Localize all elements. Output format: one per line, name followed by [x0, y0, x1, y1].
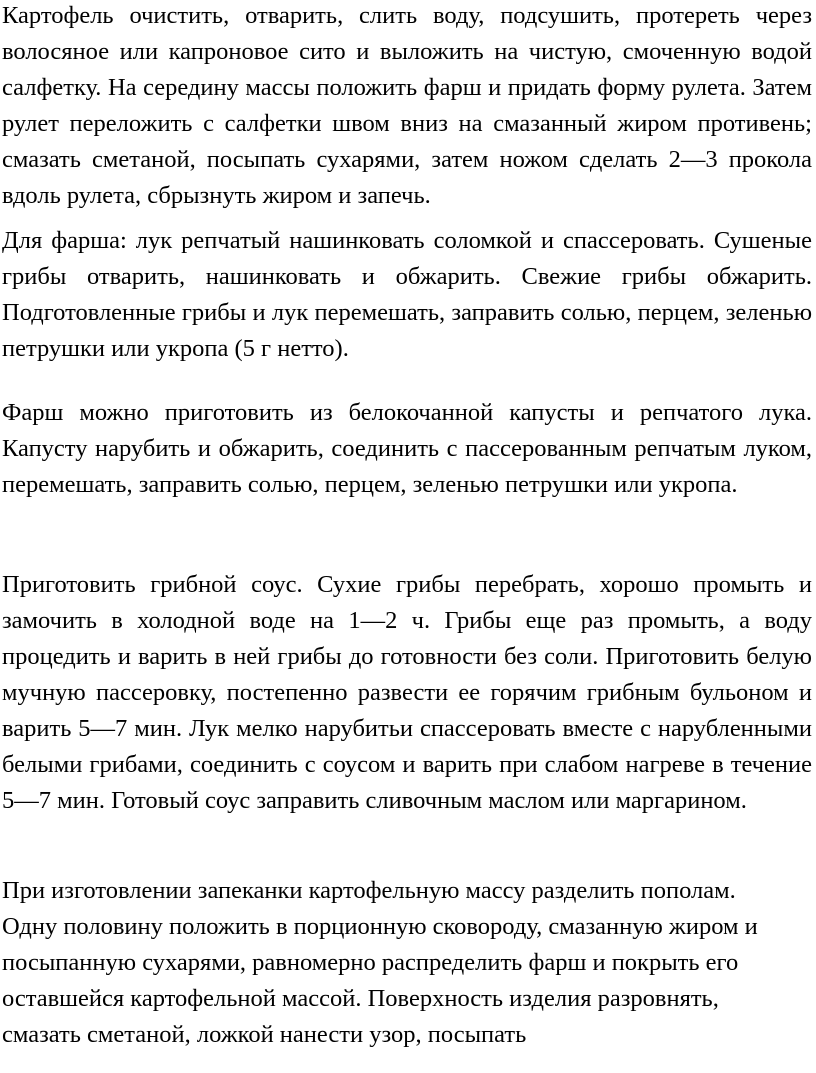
paragraph-filling: Для фарша: лук репчатый нашинковать соломкой и спассеровать. Сушеные грибы отварить, нашинковать и обжарить. Свежие грибы обжарить. Подготовленные грибы и лук перемешать, заправить солью, перцем, зеленью петрушки или укропа (5 г нетто).: [2, 227, 812, 362]
paragraph-mushroom-sauce: Приготовить грибной соус. Сухие грибы перебрать, хорошо промыть и замочить в холодной воде на 1—2 ч. Грибы еще раз промыть, а воду процедить и варить в ней грибы до готовности без соли. Приготовить белую мучную пассеровку, постепенно развести ее горячим грибным бульоном и варить 5—7 мин. Лук мелко нарубитьи спассеровать вместе с нарубленными белыми грибами, соединить с соусом и варить при слабом нагреве в течение 5—7 мин. Готовый соус заправить сливочным маслом или маргарином.: [2, 571, 812, 814]
paragraph-casserole: При изготовлении запеканки картофельную массу разделить пополам. Одну половину положить в порционную сковороду, смазанную жиром и посыпанную сухарями, равномерно распределить фарш и покрыть его оставшейся картофельной массой. Поверхность изделия разровнять, смазать сметаной, ложкой нанести узор, посыпать: [2, 877, 758, 1048]
paragraph-cabbage-filling: Фарш можно приготовить из белокочанной капусты и репчатого лука. Капусту нарубить и обжарить, соединить с пассерованным репчатым луком, перемешать, заправить солью, перцем, зеленью петрушки или укропа.: [2, 399, 812, 498]
paragraph-potato-roll: Картофель очистить, отварить, слить воду, подсушить, протереть через волосяное или капроновое сито и выложить на чистую, смоченную водой салфетку. На середину массы положить фарш и придать форму рулета. Затем рулет переложить с салфетки швом вниз на смазанный жиром противень; смазать сметаной, посыпать сухарями, затем ножом сделать 2—3 прокола вдоль рулета, сбрызнуть жиром и запечь.: [2, 2, 812, 209]
